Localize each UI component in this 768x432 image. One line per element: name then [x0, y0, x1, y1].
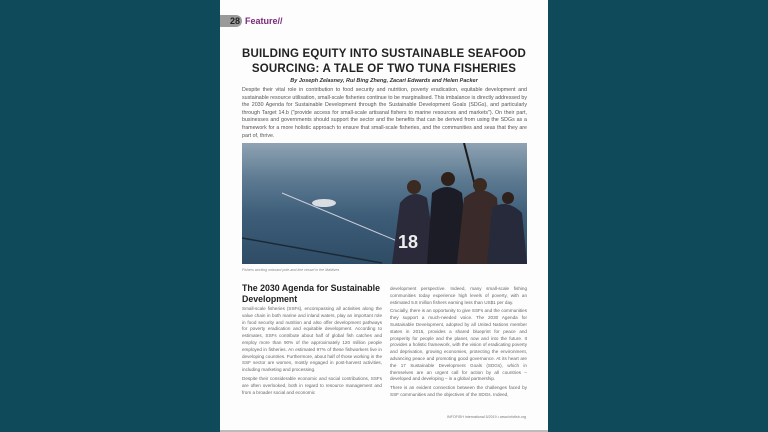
paragraph: There is an evident connection between the challenges faced by SSF communities and the objectives of the SDGs. Indeed,	[390, 385, 527, 397]
right-column	[390, 286, 527, 401]
section-label: Feature//	[245, 16, 283, 26]
byline: By Joseph Zelasney, Rui Bing Zheng, Zacari Edwards and Helen Packer	[290, 78, 478, 84]
fishers-photo-illustration	[242, 143, 527, 264]
section-heading: The 2030 Agenda for Sustainable Development	[242, 283, 381, 304]
page-number: 28	[220, 15, 242, 27]
paragraph: Small-scale fisheries (SSFs), encompassing all activities along the value chain in both marine and inland waters, play an important role in food security and nutrition and also offer development pathways for poverty eradication and equitable development. According to estimates, SSFs contribute about half of global fish catches and employ more than 90% of the approximately 120 million people employed in fisheries. An estimated 97% of these fishworkers live in developing countries. Furthermore, about half of those working in the SSF sector are women, mostly engaged in post-harvest activities, including marketing and processing.	[242, 306, 382, 373]
paragraph: Crucially, there is an opportunity to give SSFs and the communities they support a much-needed voice. The 2030 Agenda for Sustainable Development, adopted by all United Nations member states in 2015, provides a shared blueprint for peace and prosperity for people and the planet, now and into the future. It provides a holistic framework, with the vision of eradicating poverty and deprivation, growing economies, protecting the environment, advancing peace and promoting good governance. At its heart are the 17 Sustainable Development Goals (SDGs), which in themselves are an urgent call for action by all countries – developed and developing – in a global partnership.	[390, 308, 527, 382]
article-title: BUILDING EQUITY INTO SUSTAINABLE SEAFOOD SOURCING: A TALE OF TWO TUNA FISHERIES	[241, 48, 527, 75]
intro-paragraph: Despite their vital role in contribution to food security and nutrition, poverty eradication, equitable development and sustainable resource utilisation, small-scale fisheries continue to be marginalised. This imbalance is directly addressed by the 2030 Agenda for Sustainable Development through the Sustainable Development Goals (SDGs), and particularly through Target 14.b ("provide access for small-scale artisanal fishers to marine resources and markets"). On their part, businesses and governments should support the sector and the benefits that can be derived from using the SDGs as a framework for a more holistic approach to ensure that small-scale fisheries, and the communities and seas that they are part of, thrive.	[242, 87, 527, 139]
magazine-page	[220, 0, 548, 432]
paragraph: development perspective. Indeed, many small-scale fishing communities today experience high levels of poverty, with an estimated 5.8 million fishers earning less than US$1 per day.	[390, 286, 527, 305]
paragraph: Despite their considerable economic and social contributions, SSFs are often overlooked, both in regard to resource management and from a broader social and economic	[242, 375, 382, 395]
jersey-number: 18	[398, 232, 419, 252]
photo-caption: Fishers working onboard pole-and-line vessel in the Maldives	[242, 268, 340, 272]
page-footer: INFOFISH International 5/2019 • www.infofish.org	[447, 415, 526, 419]
left-column	[242, 306, 382, 398]
article-photo	[242, 143, 527, 264]
